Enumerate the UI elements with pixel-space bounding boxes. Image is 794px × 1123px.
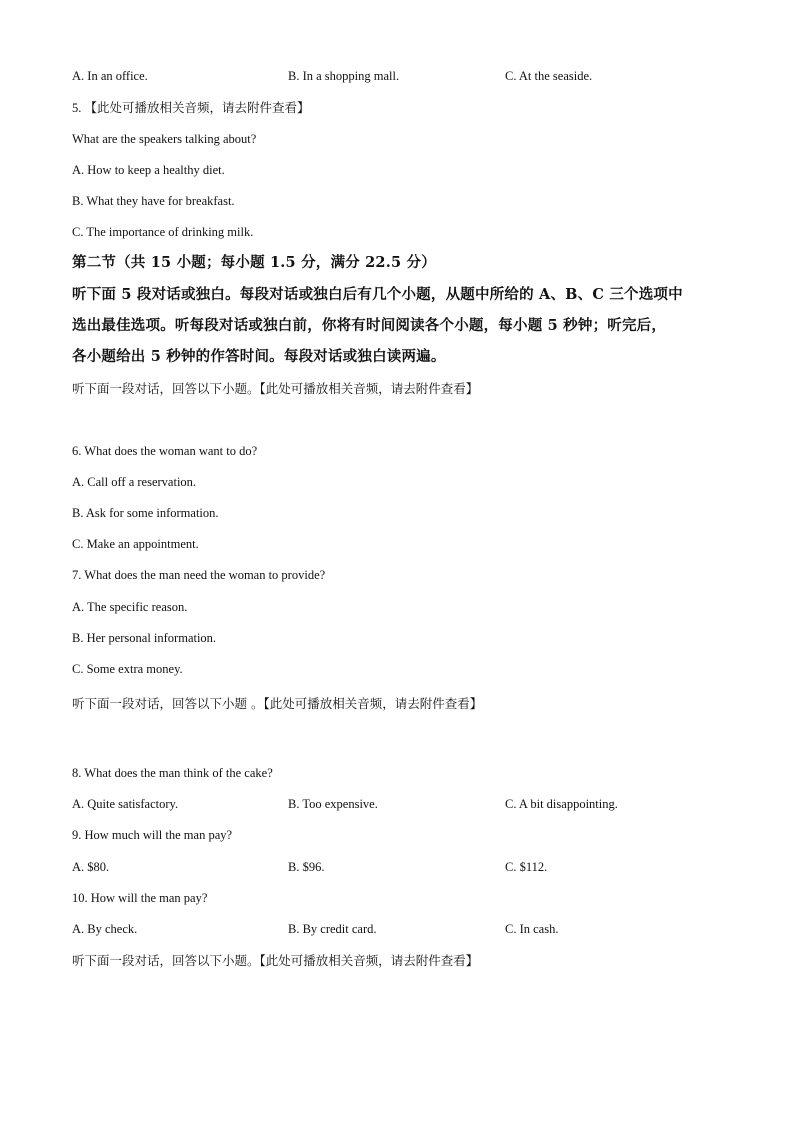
dialog2-intro: 听下面一段对话，回答以下小题 。【此处可播放相关音频，请去附件查看】 — [72, 696, 483, 711]
q10-options-row — [72, 921, 722, 937]
q8-options-row — [72, 796, 722, 812]
q7-option-b: B. Her personal information. — [72, 631, 217, 645]
q9-option-a: A. $80. — [72, 860, 110, 874]
q10-option-c: C. In cash. — [505, 922, 559, 936]
q7-question: 7. What does the man need the woman to provide? — [72, 568, 326, 582]
q5-option-c: C. The importance of drinking milk. — [72, 225, 254, 239]
section2-instruction-3: 各小题给出 5 秒钟的作答时间。每段对话或独白读两遍。 — [72, 348, 446, 365]
q5-question: What are the speakers talking about? — [72, 132, 257, 146]
section2-instruction-2: 选出最佳选项。听每段对话或独白前，你将有时间阅读各个小题，每小题 5 秒钟；听完后， — [72, 317, 667, 334]
q8-option-b: B. Too expensive. — [288, 797, 378, 811]
q8-option-c: C. A bit disappointing. — [505, 797, 618, 811]
q4-option-c: C. At the seaside. — [505, 69, 593, 83]
q4-options-row — [72, 68, 722, 84]
section2-instruction-1: 听下面 5 段对话或独白。每段对话或独白后有几个小题，从题中所给的 A、B、C 三个选项中 — [72, 286, 683, 303]
q6-option-b: B. Ask for some information. — [72, 506, 219, 520]
dialog1-intro: 听下面一段对话，回答以下小题。【此处可播放相关音频，请去附件查看】 — [72, 381, 479, 396]
q8-option-a: A. Quite satisfactory. — [72, 797, 179, 811]
q7-option-c: C. Some extra money. — [72, 662, 183, 676]
section2-title: 第二节（共 15 小题；每小题 1.5 分，满分 22.5 分） — [72, 254, 436, 271]
q9-question: 9. How much will the man pay? — [72, 828, 233, 842]
q6-option-c: C. Make an appointment. — [72, 537, 199, 551]
q4-option-b: B. In a shopping mall. — [288, 69, 400, 83]
q5-audio-note: 【此处可播放相关音频，请去附件查看】 — [84, 100, 310, 115]
q9-option-b: B. $96. — [288, 860, 325, 874]
q4-option-a: A. In an office. — [72, 69, 148, 83]
q6-question: 6. What does the woman want to do? — [72, 444, 258, 458]
q6-option-a: A. Call off a reservation. — [72, 475, 197, 489]
q5-header — [72, 100, 310, 116]
q5-option-a: A. How to keep a healthy diet. — [72, 163, 225, 177]
q10-question: 10. How will the man pay? — [72, 891, 208, 905]
q5-option-b: B. What they have for breakfast. — [72, 194, 235, 208]
q10-option-b: B. By credit card. — [288, 922, 377, 936]
q5-number: 5. — [72, 101, 82, 115]
q7-option-a: A. The specific reason. — [72, 600, 188, 614]
dialog3-intro: 听下面一段对话，回答以下小题。【此处可播放相关音频，请去附件查看】 — [72, 953, 479, 968]
q9-options-row — [72, 859, 722, 875]
q10-option-a: A. By check. — [72, 922, 138, 936]
q8-question: 8. What does the man think of the cake? — [72, 766, 273, 780]
q9-option-c: C. $112. — [505, 860, 548, 874]
